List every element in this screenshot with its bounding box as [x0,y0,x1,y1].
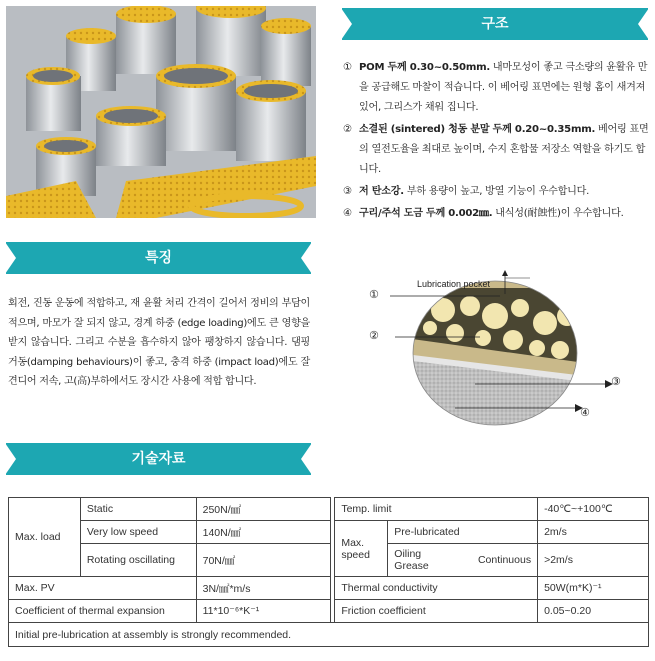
structure-item-text: 베어링 표면의 열전도율을 최대로 높이며, 수지 혼합물 저장소 역할을 하기도 합니다. [359,124,649,175]
features-text: 회전, 진동 운동에 적합하고, 재 윤활 처리 간격이 길어서 정비의 부담이 적으며, 마모가 잘 되지 않고, 경계 하중 (edge loading)에도 큰 영향을 받지 않습니다. 그리고 수분을 흡수하지 않아 팽창하지 않습니다. 댐핑 거동(damping behaviours)이 좋고, 충격 하중 (impact load)에도 잘 견디어 저속, 고(高)부하에서도 장시간 사용에 적합 합니다. [8,298,310,388]
spec-table [8,497,649,647]
table-note: Initial pre-lubrication at assembly is strongly recommended. [9,623,649,647]
static-value: 250N/㎟ [196,498,331,521]
table-row [9,600,649,623]
structure-item-text: 내식성(耐蝕性)이 우수합니다. [492,208,624,219]
pre-lubricated-label: Pre-lubricated [388,521,538,544]
table-row [9,498,649,521]
table-row [9,577,649,600]
structure-banner [342,8,648,40]
temp-limit-label: Temp. limit [335,498,538,521]
features-title: 특징 [144,250,173,266]
structure-item-4 [343,204,651,224]
structure-item-3 [343,182,651,202]
structure-item-num: ① [343,62,352,73]
thermal-expansion-label: Coefficient of thermal expansion [9,600,197,623]
structure-item-bold: 소결된 (sintered) 청동 분말 두께 0.20~0.35mm. [359,124,596,135]
cross-section-svg [355,268,650,428]
rotating-oscillating-label: Rotating oscillating [80,544,196,577]
bearings-photo [6,6,316,218]
very-low-speed-value: 140N/㎟ [196,521,331,544]
cross-section-diagram [355,268,650,428]
structure-item-num: ④ [343,208,352,219]
max-pv-label: Max. PV [9,577,197,600]
max-pv-value: 3N/㎟*m/s [196,577,331,600]
features-banner [6,242,311,274]
temp-limit-value: -40℃~+100℃ [538,498,649,521]
max-speed-label: Max. speed [335,521,388,577]
tech-title: 기술자료 [131,451,186,467]
pre-lubricated-value: 2m/s [538,521,649,544]
thermal-conductivity-value: 50W(m*K)⁻¹ [538,577,649,600]
oiling-grease-label: Oiling Grease Continuous [388,544,538,577]
lubrication-pocket-label: Lubrication pocket [417,279,491,289]
marker-3: ③ [611,375,621,388]
thermal-conductivity-label: Thermal conductivity [335,577,538,600]
structure-item-bold: 구리/주석 도금 두께 0.002㎜. [359,208,493,219]
marker-1: ① [369,288,379,301]
friction-coefficient-label: Friction coefficient [335,600,538,623]
table-row [9,521,649,544]
structure-item-num: ③ [343,186,352,197]
structure-item-1 [343,58,651,118]
friction-coefficient-value: 0.05~0.20 [538,600,649,623]
structure-item-bold: POM 두께 0.30~0.50mm. [359,62,490,73]
very-low-speed-label: Very low speed [80,521,196,544]
marker-2: ② [369,329,379,342]
table-row [9,623,649,647]
structure-item-num: ② [343,124,352,135]
static-label: Static [80,498,196,521]
structure-list [343,58,651,226]
thermal-expansion-value: 11*10⁻⁶*K⁻¹ [196,600,331,623]
tech-banner [6,443,311,475]
oiling-value: >2m/s [538,544,649,577]
structure-title: 구조 [481,16,509,32]
structure-item-text: 부하 용량이 높고, 방열 기능이 우수합니다. [403,186,590,197]
table-row [9,544,649,577]
structure-item-text: 내마모성이 좋고 극소량의 윤활유 만을 공급해도 마찰이 적습니다. 이 베어링 표면에는 원형 홈이 새겨져 있어, 그리스가 채워 집니다. [359,62,648,113]
marker-4: ④ [580,406,590,419]
structure-item-2 [343,120,651,180]
max-load-label: Max. load [9,498,81,577]
continuous-label: Continuous [477,554,532,566]
rotating-oscillating-value: 70N/㎟ [196,544,331,577]
bearings-illustration [6,6,316,218]
structure-item-bold: 저 탄소강. [359,186,404,197]
